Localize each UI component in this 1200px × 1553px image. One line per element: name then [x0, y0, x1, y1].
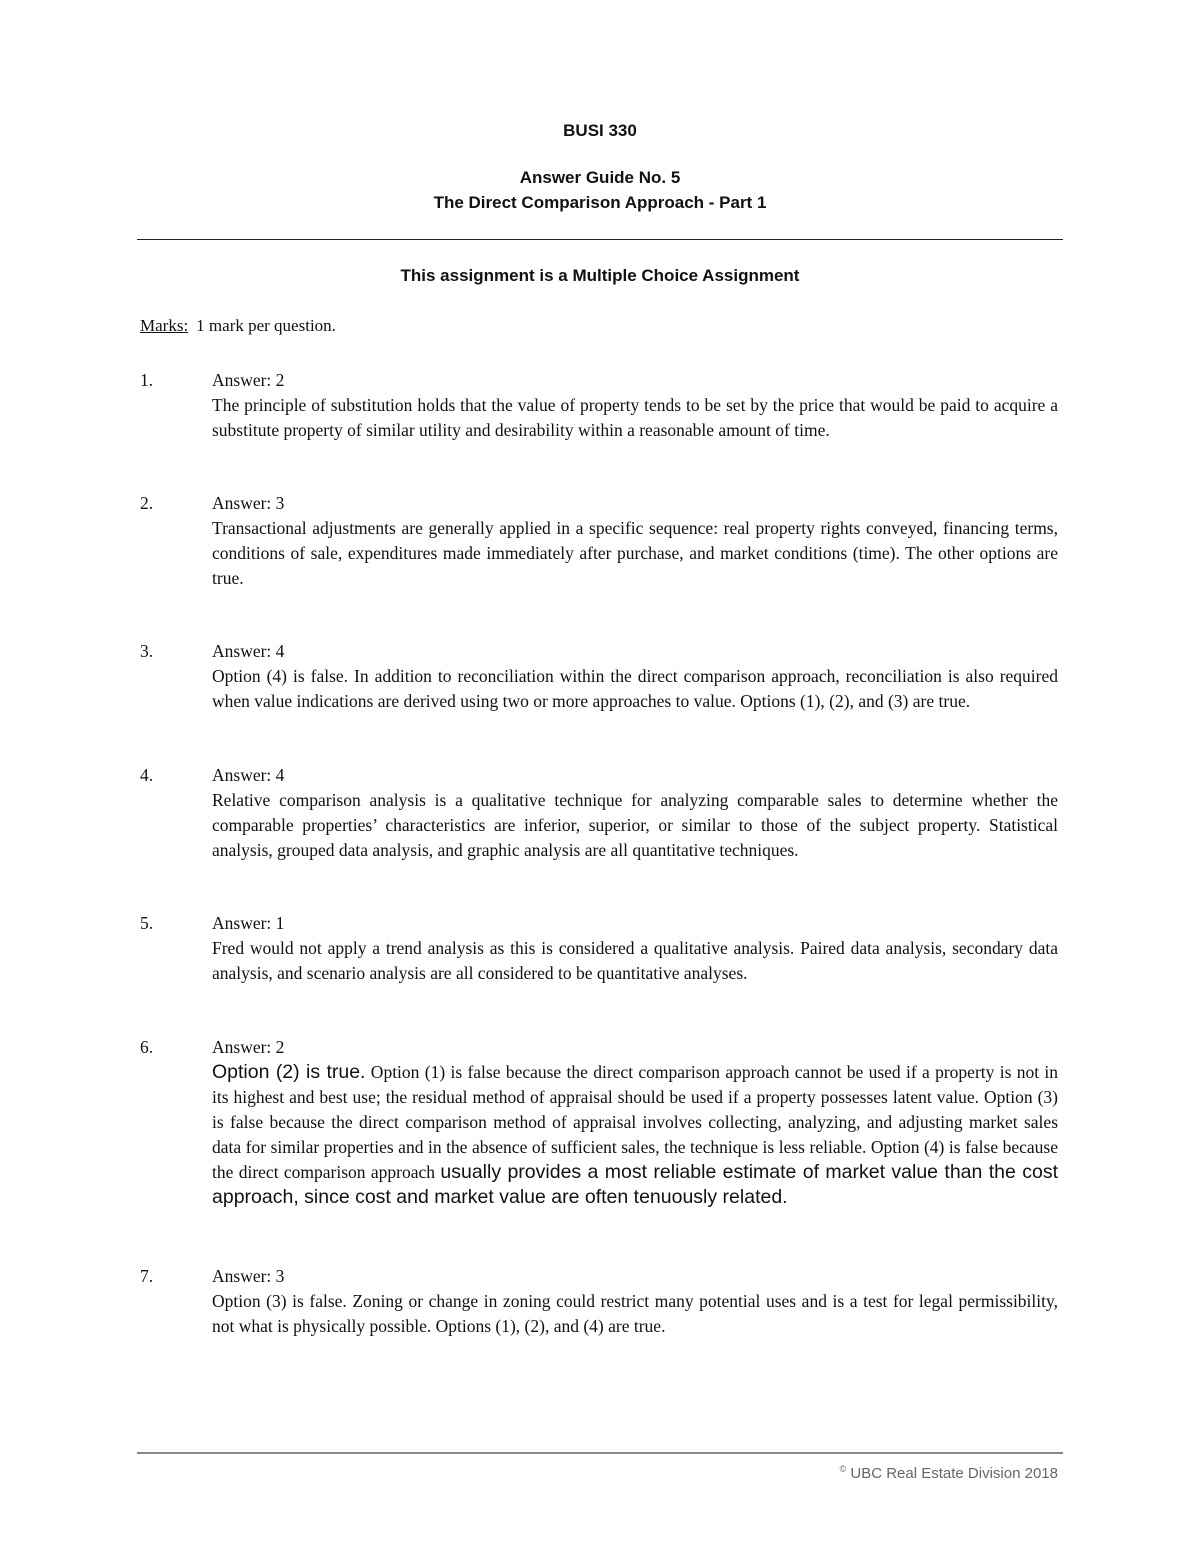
question-body [212, 1035, 1058, 1210]
question-answer: Answer: 2 [212, 1037, 285, 1057]
question-answer: Answer: 3 [212, 1266, 285, 1286]
question-number: 2. [140, 493, 154, 513]
question-body [212, 639, 1058, 714]
question-number: 6. [140, 1037, 154, 1057]
question-explanation: Option (4) is false. In addition to reconciliation within the direct comparison approach, reconciliation is also required when value indications are derived using two or more approaches to value. Options (1), (2), and (3) are true. [212, 666, 1058, 711]
footer-text: UBC Real Estate Division 2018 [850, 1465, 1058, 1482]
copyright-symbol: © [839, 1464, 847, 1474]
marks-label: Marks: [140, 316, 189, 335]
explanation-mid: Option (1) is false because the direct comparison approach cannot be used if a property is not in its highest and best use; the residual method of appraisal should be used if a property possesses latent value. Option (3) is false because the direct comparison method of appraisal involves collecting, analyzing, and adjusting market sales data for similar properties and in the absence of sufficient sales, the technique is less reliable. Option (4) is false because the direct comparison approach [212, 1062, 1058, 1182]
question-number: 5. [140, 913, 154, 933]
question-answer: Answer: 1 [212, 913, 285, 933]
question-answer: Answer: 4 [212, 765, 285, 785]
course-code: BUSI 330 [563, 121, 637, 140]
question-body [212, 368, 1058, 443]
marks-line [140, 316, 336, 336]
explanation-tail: usually provides a most reliable estimate of market value than the cost approach, since cost and market value are often tenuously related. [212, 1161, 1058, 1208]
assignment-type: This assignment is a Multiple Choice Assignment [400, 266, 800, 285]
question-answer: Answer: 4 [212, 641, 285, 661]
question-body [212, 1264, 1058, 1339]
question-explanation [212, 1060, 1058, 1210]
question-body [212, 911, 1058, 986]
question-explanation: Option (3) is false. Zoning or change in zoning could restrict many potential uses and is a test for legal permissibility, not what is physically possible. Options (1), (2), and (4) are true. [212, 1291, 1058, 1336]
question-explanation: Transactional adjustments are generally applied in a specific sequence: real property rights conveyed, financing terms, conditions of sale, expenditures made immediately after purchase, and market conditions (time). The other options are true. [212, 518, 1058, 588]
guide-number: Answer Guide No. 5 [519, 168, 681, 187]
footer [840, 1464, 1058, 1482]
marks-text: 1 mark per question. [196, 316, 336, 335]
question-answer: Answer: 3 [212, 493, 285, 513]
guide-title: The Direct Comparison Approach - Part 1 [433, 193, 767, 212]
footer-divider [137, 1452, 1063, 1454]
explanation-lead: Option (2) is true. [212, 1061, 366, 1083]
question-explanation: Fred would not apply a trend analysis as this is considered a qualitative analysis. Paired data analysis, secondary data analysis, and scenario analysis are all considered to be quantitative analyses. [212, 938, 1058, 983]
question-number: 1. [140, 370, 154, 390]
question-number: 4. [140, 765, 154, 785]
question-explanation: Relative comparison analysis is a qualitative technique for analyzing comparable sales to determine whether the comparable properties’ characteristics are inferior, superior, or similar to those of the subject property. Statistical analysis, grouped data analysis, and graphic analysis are all quantitative techniques. [212, 790, 1058, 860]
question-body [212, 763, 1058, 863]
question-explanation: The principle of substitution holds that the value of property tends to be set by the price that would be paid to acquire a substitute property of similar utility and desirability within a reasonable amount of time. [212, 395, 1058, 440]
header-divider [137, 239, 1063, 240]
question-number: 7. [140, 1266, 154, 1286]
question-answer: Answer: 2 [212, 370, 285, 390]
question-number: 3. [140, 641, 154, 661]
question-body [212, 491, 1058, 591]
